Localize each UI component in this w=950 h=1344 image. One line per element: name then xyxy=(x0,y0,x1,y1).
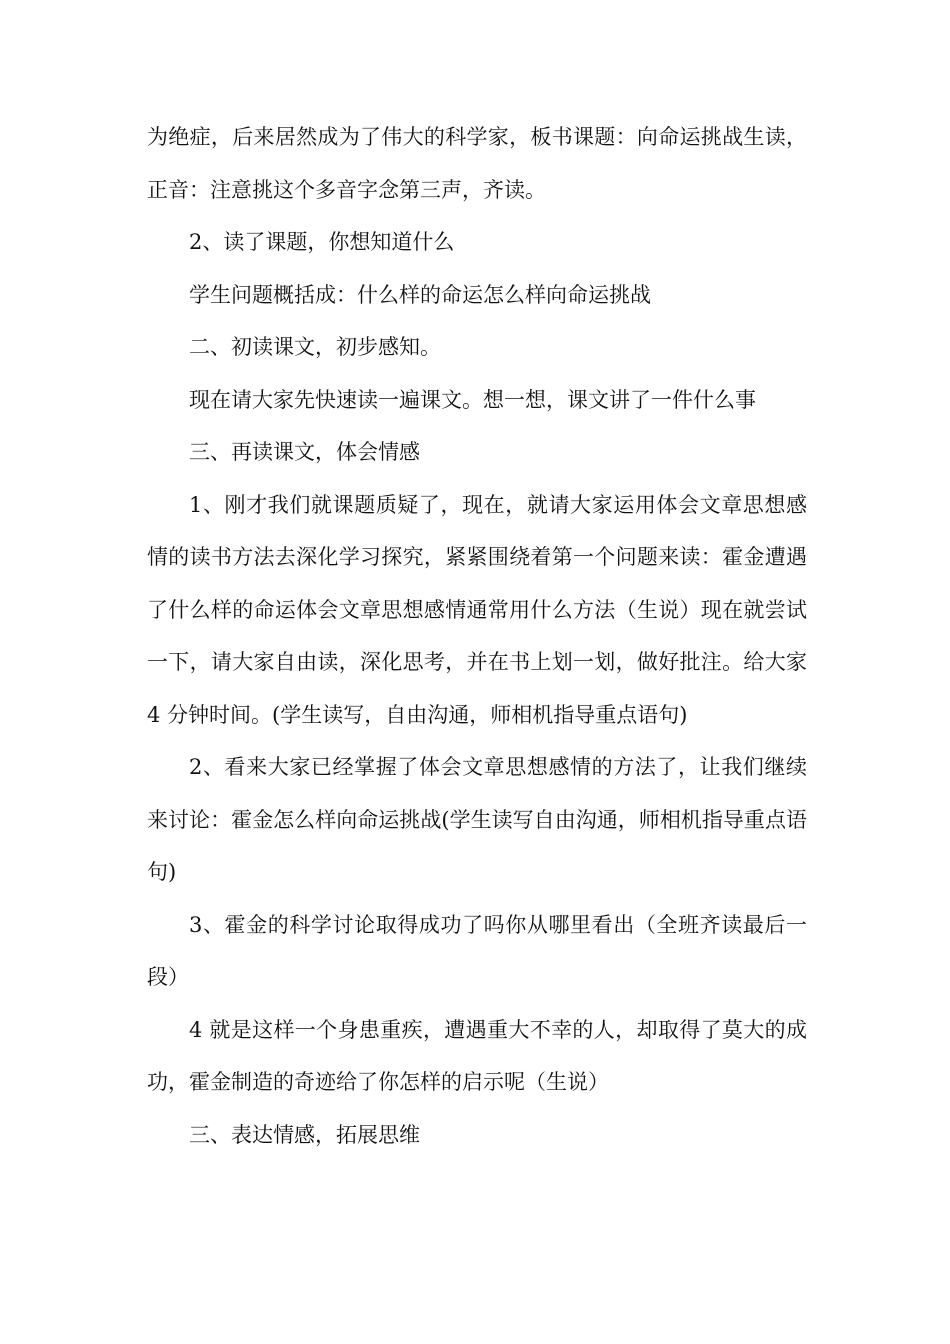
paragraph: 现在请大家先快速读一遍课文。想一想，课文讲了一件什么事 xyxy=(189,387,756,412)
paragraph: 2、读了课题，你想知道什么 xyxy=(189,230,455,254)
section-heading: 三、再读课文，体会情感 xyxy=(189,440,420,464)
section-heading: 二、初读课文，初步感知。 xyxy=(189,335,441,359)
paragraph: 2、看来大家已经掌握了体会文章思想感情的方法了，让我们继续来讨论：霍金怎么样向命运挑战(学生读写自由沟通，师相机指导重点语句) xyxy=(147,755,807,884)
paragraph: 3、霍金的科学讨论取得成功了吗你从哪里看出（全班齐读最后一段） xyxy=(147,912,807,989)
paragraph: 1、刚才我们就课题质疑了，现在，就请大家运用体会文章思想感情的读书方法去深化学习探究，紧紧围绕着第一个问题来读：霍金遭遇了什么样的命运体会文章思想感情通常用什么方法（生说）现在就尝试一下，请大家自由读，深化思考，并在书上划一划，做好批注。给大家 4 分钟时间。(学生读写，自由沟通，师相机指导重点语句) xyxy=(147,492,807,727)
document-page xyxy=(147,111,807,1161)
paragraph: 4 就是这样一个身患重疾，遭遇重大不幸的人，却取得了莫大的成功，霍金制造的奇迹给了你怎样的启示呢（生说） xyxy=(147,1017,807,1094)
paragraph: 为绝症，后来居然成为了伟大的科学家，板书课题：向命运挑战生读，正音：注意挑这个多音字念第三声，齐读。 xyxy=(147,125,807,202)
paragraph: 学生问题概括成：什么样的命运怎么样向命运挑战 xyxy=(189,282,651,307)
section-heading: 三、表达情感，拓展思维 xyxy=(189,1122,420,1147)
